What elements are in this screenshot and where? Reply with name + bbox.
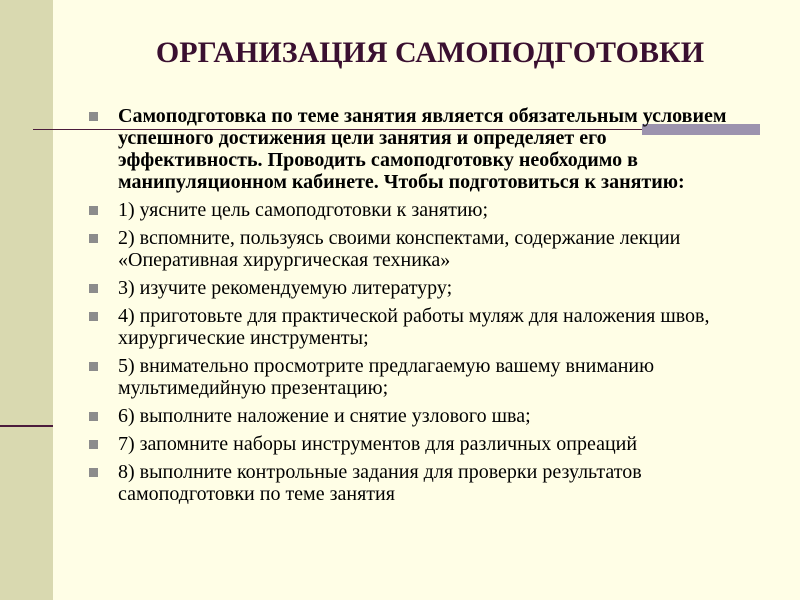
- square-bullet-icon: [89, 206, 98, 215]
- bullet-text: 6) выполните наложение и снятие узлового шва;: [118, 405, 531, 427]
- square-bullet-icon: [89, 284, 98, 293]
- bullet-text: 4) приготовьте для практической работы муляж для наложения швов, хирургические инструменты;: [118, 305, 710, 349]
- bullet-text: 7) запомните наборы инструментов для различных опреаций: [118, 433, 638, 455]
- bullet-text: 8) выполните контрольные задания для проверки результатов самоподготовки по теме занятия: [118, 461, 642, 505]
- bullet-item-intro: [86, 105, 746, 193]
- bullet-text: 5) внимательно просмотрите предлагаемую вашему вниманию мультимедийную презентацию;: [118, 355, 655, 399]
- square-bullet-icon: [89, 362, 98, 371]
- left-decorative-band: [0, 0, 53, 600]
- bullet-item-2: [86, 227, 746, 271]
- bullet-item-4: [86, 305, 746, 349]
- bullet-item-5: [86, 355, 746, 399]
- bullet-item-3: [86, 277, 746, 299]
- bullet-item-8: [86, 461, 746, 505]
- square-bullet-icon: [89, 234, 98, 243]
- bullet-text: Самоподготовка по теме занятия является обязательным условием успешного достижения цели занятия и определяет его эффективность. Проводить самоподготовку необходимо в манипуляционном кабинете. Чтобы подготовиться к занятию:: [118, 105, 727, 193]
- bullet-list: [86, 105, 746, 511]
- slide-title: ОРГАНИЗАЦИЯ САМОПОДГОТОВКИ: [155, 36, 705, 69]
- square-bullet-icon: [89, 112, 98, 121]
- bullet-text: 2) вспомните, пользуясь своими конспектами, содержание лекции «Оперативная хирургическая техника»: [118, 227, 681, 271]
- square-bullet-icon: [89, 440, 98, 449]
- square-bullet-icon: [89, 312, 98, 321]
- square-bullet-icon: [89, 468, 98, 477]
- square-bullet-icon: [89, 412, 98, 421]
- bullet-text: 1) уясните цель самоподготовки к занятию;: [118, 199, 489, 221]
- bullet-item-6: [86, 405, 746, 427]
- bullet-text: 3) изучите рекомендуемую литературу;: [118, 277, 453, 299]
- left-band-rule: [0, 425, 53, 427]
- bullet-item-7: [86, 433, 746, 455]
- bullet-item-1: [86, 199, 746, 221]
